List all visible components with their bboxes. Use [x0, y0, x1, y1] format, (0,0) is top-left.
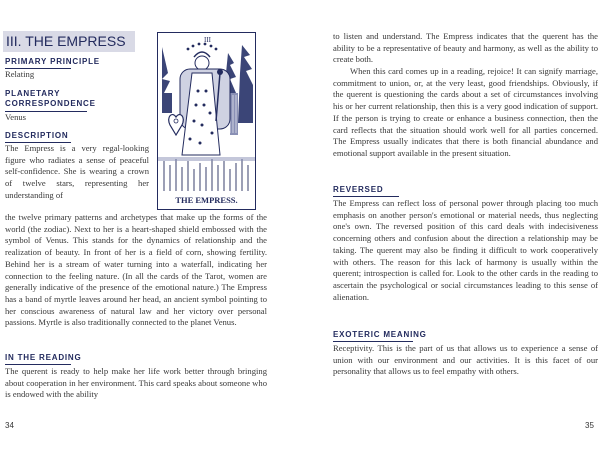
- in-the-reading-text: The querent is ready to help make her life work better through bringing about cooperation in her environment. This card speaks about someone who is endowed with the ability: [5, 366, 267, 400]
- continued-paragraph: to listen and understand. The Empress indicates that the querent has the ability to be a representative of beauty and harmony, as well as the ability to create both.: [333, 31, 598, 65]
- planetary-heading-line2: CORRESPONDENCE: [5, 99, 96, 108]
- card-caption: THE EMPRESS.: [161, 194, 252, 207]
- primary-principle-heading: PRIMARY PRINCIPLE: [5, 57, 100, 66]
- chapter-title: III. THE EMPRESS: [3, 31, 135, 52]
- empress-card: [157, 32, 256, 210]
- exoteric-text: Receptivity. This is the part of us that allows us to experience a sense of union with our environment and our activities. It is this facet of our personality that allows us to feel empathy with others.: [333, 343, 598, 377]
- right-page: [300, 0, 600, 450]
- page-number-left: 34: [5, 421, 14, 430]
- description-full-text: the twelve primary patterns and archetypes that make up the forms of the world (the zodiac). Next to her is a heart-shaped shield embossed with the symbol of Venus. This stands for the dynamics of relationship and the realization of beauty. In front of her is a field of corn, showing fertility. Behind her is a stream of water turning into a waterfall, indicating her connection to the feeling nature. (In all the cards of the Tarot, women are generally indicative of the presence of the emotional nature.) The Empress has a band of myrtle leaves around her head, an ancient symbol pointing to her conscious awareness of natural law and her victory over personal passions. Myrtle is also traditionally connected to the planet Venus.: [5, 212, 267, 328]
- reversed-heading: REVERSED: [333, 185, 384, 194]
- heading-rule: [333, 341, 413, 342]
- heading-rule: [5, 364, 71, 365]
- exoteric-heading: EXOTERIC MEANING: [333, 330, 427, 339]
- page-number-right: 35: [585, 421, 594, 430]
- description-heading: DESCRIPTION: [5, 131, 69, 140]
- planetary-text: Venus: [5, 112, 27, 122]
- planetary-heading-line1: PLANETARY: [5, 89, 61, 98]
- empress-card-illustration: [158, 33, 255, 209]
- description-narrow-text: The Empress is a very regal-looking figure who radiates a sense of peaceful self-confidence. She is wearing a crown of twelve stars, representing her understanding of: [5, 143, 149, 200]
- reversed-text: The Empress can reflect loss of personal power through placing too much emphasis on another person's emotional or material needs, thus neglecting one's own. The reversed position of this card deals with indecisiveness concerning others and confusion about the direction a relationship may be taking. The querent may also be finding it difficult to work cooperatively with others. The reason for this lack of harmony is usually within the querent; introspection is called for. Look to the other cards in the reading to ascertain the psychological or social circumstances leading to this sense of alienation.: [333, 198, 598, 302]
- in-the-reading-heading: IN THE READING: [5, 353, 82, 362]
- rejoice-paragraph: When this card comes up in a reading, rejoice! It can signify marriage, commitment to union, or, at the very least, good friendships. Obviously, if the querent is questioning the cards about a set of circumstances involving his or her current relationship, then this is a very good indication of support. If the person is trying to create or enhance a business connection, then the card reflects that the situation should work well for all parties concerned. The Empress usually indicates that there is both financial abundance and emotional support available in the present situation.: [333, 66, 598, 158]
- card-roman-numeral: III: [204, 36, 211, 44]
- primary-principle-text: Relating: [5, 69, 35, 79]
- heading-rule: [333, 196, 399, 197]
